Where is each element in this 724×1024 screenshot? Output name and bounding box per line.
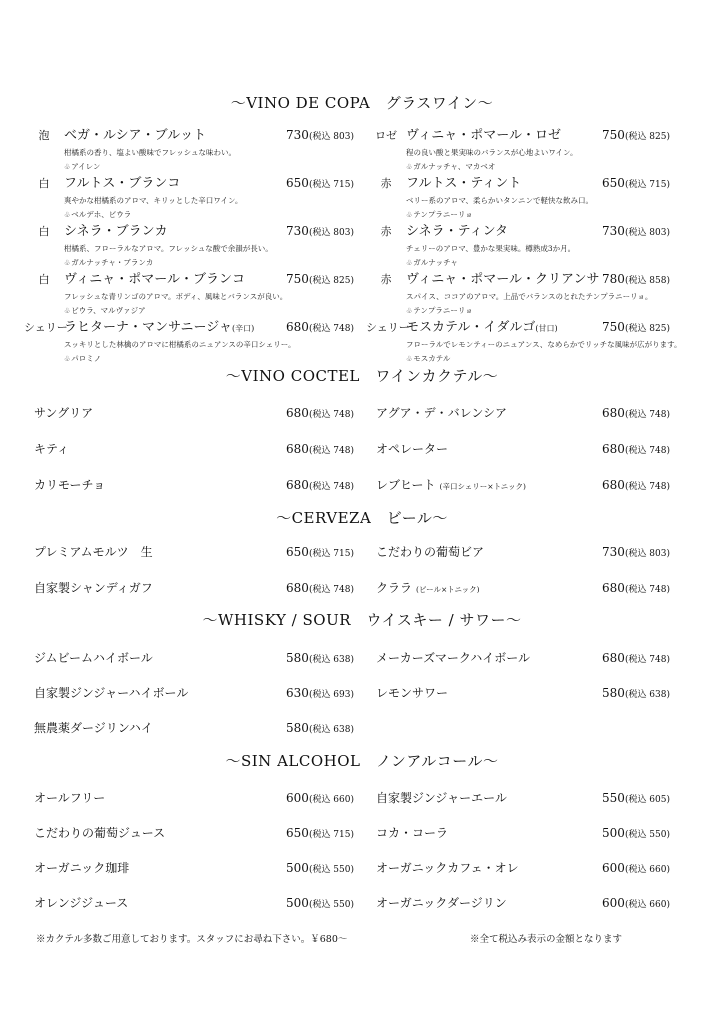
wine-price-value: 730 — [286, 224, 309, 238]
wine-description: 程の良い酸と果実味のバランスが心地よいワイン。 — [406, 148, 578, 157]
item-name-text: カリモーチョ — [34, 478, 106, 492]
item-name-text: 無農薬ダージリンハイ — [34, 721, 153, 735]
item-name-text: クララ — [376, 581, 413, 595]
item-price — [286, 406, 354, 420]
item-price-tax: (税込 660) — [624, 900, 670, 910]
menu-item — [34, 894, 354, 911]
item-price-tax: (税込 748) — [624, 446, 670, 456]
wine-price-value: 750 — [602, 320, 625, 334]
wine-name — [64, 316, 286, 335]
item-name — [34, 440, 286, 457]
item-name-note: (辛口シェリー×トニック) — [439, 482, 526, 491]
wine-price — [602, 272, 670, 286]
grape-icon: ♧ — [406, 211, 413, 219]
wine-grape — [64, 353, 354, 364]
item-price-tax: (税込 638) — [624, 690, 670, 700]
wine-entry — [366, 124, 670, 172]
wine-grape — [64, 209, 354, 220]
item-price-value: 680 — [286, 442, 309, 456]
wine-name — [406, 124, 602, 143]
wine-grape — [406, 305, 670, 316]
wine-price-tax: (税込 803) — [624, 228, 670, 238]
item-price-tax: (税込 638) — [308, 655, 354, 665]
wine-price-value: 750 — [602, 128, 625, 142]
wine-price-value: 730 — [602, 224, 625, 238]
item-price-value: 580 — [286, 721, 309, 735]
wine-type-tag: シェリー — [24, 321, 68, 334]
item-name — [34, 894, 286, 911]
wine-name-text: ヴィニャ・ポマール・ロゼ — [406, 128, 561, 143]
item-price-value: 500 — [286, 896, 309, 910]
item-name — [376, 543, 602, 560]
item-price — [602, 686, 670, 700]
wine-description: スッキリとした林檎のアロマに柑橘系のニュアンスの辛口シェリー。 — [64, 340, 296, 349]
grape-icon: ♧ — [406, 307, 413, 315]
wine-entry — [24, 124, 354, 172]
item-price-value: 630 — [286, 686, 309, 700]
item-name — [34, 579, 286, 596]
wine-type-tag: 赤 — [380, 225, 392, 238]
item-name-text: オーガニックダージリン — [376, 896, 507, 910]
item-price — [602, 896, 670, 910]
item-name-text: コカ・コーラ — [376, 826, 449, 840]
wine-price-value: 650 — [602, 176, 625, 190]
wine-name-text: ベガ・ルシア・ブルット — [64, 128, 207, 143]
item-price-tax: (税込 748) — [308, 482, 354, 492]
wine-grape — [64, 305, 354, 316]
grape-icon: ♧ — [64, 307, 71, 315]
item-price-tax: (税込 550) — [308, 900, 354, 910]
item-name-text: オーガニックカフェ・オレ — [376, 861, 519, 875]
item-price-tax: (税込 748) — [624, 410, 670, 420]
item-price-value: 600 — [602, 896, 625, 910]
wine-entry — [24, 268, 354, 316]
item-name-text: キティ — [34, 442, 70, 456]
wine-type-tag: 赤 — [380, 273, 392, 286]
item-name — [34, 859, 286, 876]
item-price — [602, 478, 670, 492]
item-price-value: 500 — [602, 826, 625, 840]
wine-row — [366, 316, 670, 335]
item-name — [376, 894, 602, 911]
wine-name-text: ヴィニャ・ポマール・ブランコ — [64, 272, 245, 287]
wine-grape-text: ガルナッチャ、マカベオ — [413, 162, 496, 171]
wine-name — [64, 268, 286, 287]
wine-price-value: 680 — [286, 320, 309, 334]
wine-type-tag: 泡 — [38, 129, 50, 142]
wine-description: ベリー系のアロマ、柔らかいタンニンで軽快な飲み口。 — [406, 196, 594, 205]
item-price-tax: (税込 605) — [624, 795, 670, 805]
wine-row — [24, 220, 354, 239]
wine-description: スパイス、ココアのアロマ。上品でバランスのとれたテンプラニーリョ。 — [406, 292, 653, 301]
item-price-tax: (税込 748) — [308, 446, 354, 456]
item-price-value: 580 — [602, 686, 625, 700]
wine-grape — [406, 161, 670, 172]
wine-grape-text: テンプラニーリョ — [413, 306, 473, 315]
wine-name — [64, 124, 286, 143]
item-price — [286, 442, 354, 456]
item-price-value: 680 — [602, 478, 625, 492]
wine-name-text: フルトス・ティント — [406, 176, 522, 191]
wine-grape-text: テンプラニーリョ — [413, 210, 473, 219]
wine-price-tax: (税込 825) — [624, 132, 670, 142]
menu-item — [376, 859, 670, 876]
item-price-tax: (税込 748) — [308, 410, 354, 420]
wine-price-value: 650 — [286, 176, 309, 190]
wine-price — [602, 320, 670, 334]
wine-price-tax: (税込 825) — [308, 276, 354, 286]
item-price-tax: (税込 660) — [308, 795, 354, 805]
item-name — [376, 404, 602, 421]
item-name — [376, 440, 602, 457]
item-name-note: (ビール×トニック) — [416, 585, 480, 594]
item-price-value: 730 — [602, 545, 625, 559]
item-price-tax: (税込 715) — [308, 549, 354, 559]
wine-price — [286, 176, 354, 190]
wine-description: チェリーのアロマ、豊かな果実味。樽熟成3か月。 — [406, 244, 576, 253]
item-price-value: 680 — [286, 478, 309, 492]
wine-grape-text: ガルナッチャ — [413, 258, 458, 267]
wine-type-tag: ロゼ — [375, 129, 397, 142]
wine-entry — [366, 268, 670, 316]
wine-price — [602, 128, 670, 142]
item-name — [34, 649, 286, 666]
item-name-text: サングリア — [34, 406, 94, 420]
item-name-text: レモンサワー — [376, 686, 449, 700]
item-price — [286, 478, 354, 492]
section-title-beer: ～CERVEZA ビール～ — [276, 509, 448, 527]
item-price — [602, 826, 670, 840]
wine-price-tax: (税込 715) — [624, 180, 670, 190]
item-price-value: 650 — [286, 545, 309, 559]
item-price-tax: (税込 715) — [308, 830, 354, 840]
wine-price-tax: (税込 803) — [308, 228, 354, 238]
item-price — [602, 545, 670, 559]
menu-item — [376, 894, 670, 911]
item-name — [34, 719, 286, 736]
section-title-whisky: ～WHISKY / SOUR ウイスキー / サワー～ — [202, 611, 522, 629]
menu-item — [34, 859, 354, 876]
menu-item — [34, 789, 354, 806]
item-name — [34, 476, 286, 493]
wine-type-tag: 白 — [38, 273, 50, 286]
section-title-cocktail: ～VINO COCTEL ワインカクテル～ — [225, 367, 499, 385]
item-name-text: こだわりの葡萄ジュース — [34, 826, 166, 840]
item-price-value: 600 — [602, 861, 625, 875]
menu-item — [34, 649, 354, 666]
grape-icon: ♧ — [406, 259, 413, 267]
item-name-text: オーガニック珈琲 — [34, 861, 130, 875]
item-price-tax: (税込 748) — [624, 585, 670, 595]
item-name-text: メーカーズマークハイボール — [376, 651, 530, 665]
item-price-tax: (税込 693) — [308, 690, 354, 700]
item-name-text: オレンジジュース — [34, 896, 129, 910]
item-name-text: こだわりの葡萄ビア — [376, 545, 485, 559]
item-price-tax: (税込 748) — [308, 585, 354, 595]
item-name — [34, 824, 286, 841]
item-name-text: オペレーター — [376, 442, 449, 456]
item-price — [286, 861, 354, 875]
wine-description: 柑橘系の香り、塩よい酸味でフレッシュな味わい。 — [64, 148, 236, 157]
wine-grape — [406, 257, 670, 268]
wine-price-value: 750 — [286, 272, 309, 286]
item-name — [376, 789, 602, 806]
wine-grape — [64, 257, 354, 268]
tax-note: ※全て税込み表示の金額となります — [470, 934, 623, 945]
wine-row — [366, 268, 670, 287]
menu-item — [34, 824, 354, 841]
item-name — [34, 789, 286, 806]
menu-item — [376, 440, 670, 457]
wine-description: フレッシュな青リンゴのアロマ。ボディ、風味とバランスが良い。 — [64, 292, 288, 301]
wine-entry — [24, 220, 354, 268]
wine-name-text: シネラ・ブランカ — [64, 224, 168, 239]
grape-icon: ♧ — [64, 163, 71, 171]
item-name-text: プレミアムモルツ 生 — [34, 545, 153, 559]
item-price — [602, 442, 670, 456]
item-price-value: 680 — [602, 442, 625, 456]
wine-grape-text: パロミノ — [71, 354, 102, 363]
wine-row — [366, 220, 670, 239]
wine-entry — [366, 316, 682, 364]
wine-type-tag: 赤 — [380, 177, 392, 190]
wine-price-tax: (税込 715) — [308, 180, 354, 190]
menu-item — [376, 824, 670, 841]
grape-icon: ♧ — [64, 355, 71, 363]
item-price-value: 500 — [286, 861, 309, 875]
wine-name-text: ラヒターナ・マンサニージャ — [64, 320, 232, 335]
section-title-non-alcohol: ～SIN ALCOHOL ノンアルコール～ — [225, 752, 499, 770]
wine-name — [406, 172, 602, 191]
item-name-text: ジムビームハイボール — [34, 651, 153, 665]
grape-icon: ♧ — [406, 355, 413, 363]
wine-name-text: フルトス・ブランコ — [64, 176, 181, 191]
wine-type-tag: シェリー — [366, 321, 410, 334]
wine-name — [406, 220, 602, 239]
cocktail-note: ※カクテル多数ご用意しております。スタッフにお尋ね下さい。￥680～ — [36, 934, 348, 945]
wine-name — [406, 268, 602, 287]
wine-name-note: (辛口) — [231, 324, 255, 333]
item-price — [602, 406, 670, 420]
wine-entry — [366, 220, 670, 268]
item-name — [34, 404, 286, 421]
wine-grape-text: アイレン — [71, 162, 101, 171]
wine-row — [24, 124, 354, 143]
wine-name-text: モスカテル・イダルゴ — [406, 320, 536, 335]
wine-entry — [366, 172, 670, 220]
item-price — [286, 651, 354, 665]
wine-price — [286, 128, 354, 142]
item-name-text: オールフリー — [34, 791, 106, 805]
wine-name — [406, 316, 602, 335]
wine-description: 柑橘系、フローラルなアロマ。フレッシュな酸で余韻が長い。 — [64, 244, 273, 253]
item-price — [286, 686, 354, 700]
item-price-value: 680 — [286, 406, 309, 420]
wine-entry — [24, 172, 354, 220]
item-name-text: レブヒート — [376, 478, 436, 492]
menu-item — [376, 789, 670, 806]
menu-item — [34, 579, 354, 596]
item-price-tax: (税込 803) — [624, 549, 670, 559]
item-name — [34, 684, 286, 701]
menu-item — [34, 543, 354, 560]
item-price — [602, 581, 670, 595]
item-price — [286, 826, 354, 840]
item-price — [286, 791, 354, 805]
menu-item — [376, 543, 670, 560]
wine-name — [64, 172, 286, 191]
wine-row — [24, 268, 354, 287]
wine-price-tax: (税込 858) — [624, 276, 670, 286]
wine-grape — [64, 161, 354, 172]
wine-type-tag: 白 — [38, 177, 50, 190]
wine-grape-text: ビウラ、マルヴァジア — [71, 306, 146, 315]
wine-grape — [406, 209, 670, 220]
item-name — [376, 649, 602, 666]
section-title-glass-wine: ～VINO DE COPA グラスワイン～ — [230, 94, 494, 112]
item-price-tax: (税込 660) — [624, 865, 670, 875]
item-price-value: 680 — [602, 406, 625, 420]
wine-grape-text: モスカテル — [413, 354, 451, 363]
menu-item — [34, 404, 354, 421]
wine-grape-text: ガルナッチャ・ブランカ — [71, 258, 154, 267]
wine-price-value: 730 — [286, 128, 309, 142]
menu-item — [376, 579, 670, 596]
item-price-value: 580 — [286, 651, 309, 665]
item-price-tax: (税込 550) — [308, 865, 354, 875]
item-name — [376, 824, 602, 841]
wine-name — [64, 220, 286, 239]
wine-description: 爽やかな柑橘系のアロマ、キリッとした辛口ワイン。 — [64, 196, 243, 205]
wine-price-tax: (税込 803) — [308, 132, 354, 142]
wine-name-text: ヴィニャ・ポマール・クリアンサ — [406, 272, 600, 287]
item-name — [376, 859, 602, 876]
item-price — [602, 651, 670, 665]
wine-type-tag: 白 — [38, 225, 50, 238]
item-price-tax: (税込 748) — [624, 482, 670, 492]
grape-icon: ♧ — [406, 163, 413, 171]
menu-item — [376, 684, 670, 701]
wine-price — [602, 224, 670, 238]
menu-item — [34, 440, 354, 457]
item-name-text: 自家製ジンジャーエール — [376, 791, 507, 805]
grape-icon: ♧ — [64, 211, 71, 219]
wine-price — [286, 320, 354, 334]
wine-row — [366, 124, 670, 143]
item-price-value: 680 — [602, 651, 625, 665]
menu-item — [376, 649, 670, 666]
item-name — [376, 684, 602, 701]
menu-item — [376, 476, 670, 493]
wine-price-tax: (税込 825) — [624, 324, 670, 334]
item-price-tax: (税込 638) — [308, 725, 354, 735]
wine-grape-text: ベルデホ、ビウラ — [71, 210, 132, 219]
wine-price-value: 780 — [602, 272, 625, 286]
wine-name-text: シネラ・ティンタ — [406, 224, 509, 239]
wine-price-tax: (税込 748) — [308, 324, 354, 334]
item-name — [376, 579, 602, 596]
item-price — [286, 721, 354, 735]
wine-description: フローラルでレモンティーのニュアンス、なめらかでリッチな風味が広がります。 — [406, 340, 682, 349]
grape-icon: ♧ — [64, 259, 71, 267]
item-price-value: 680 — [286, 581, 309, 595]
item-price-value: 680 — [602, 581, 625, 595]
wine-price — [286, 272, 354, 286]
menu-item — [34, 684, 354, 701]
item-price-tax: (税込 550) — [624, 830, 670, 840]
item-name — [34, 543, 286, 560]
wine-entry — [24, 316, 354, 364]
item-name-text: 自家製シャンディガフ — [34, 581, 153, 595]
wine-row — [366, 172, 670, 191]
wine-row — [24, 316, 354, 335]
item-price — [286, 896, 354, 910]
item-price-tax: (税込 748) — [624, 655, 670, 665]
item-price — [286, 581, 354, 595]
wine-price — [602, 176, 670, 190]
item-name-text: アグア・デ・バレンシア — [376, 406, 508, 420]
item-price-value: 600 — [286, 791, 309, 805]
item-price — [602, 791, 670, 805]
item-price-value: 650 — [286, 826, 309, 840]
wine-row — [24, 172, 354, 191]
menu-item — [376, 404, 670, 421]
menu-item — [34, 476, 354, 493]
item-price — [602, 861, 670, 875]
wine-grape — [406, 353, 670, 364]
wine-name-note: (甘口) — [535, 324, 558, 333]
item-price-value: 550 — [602, 791, 625, 805]
item-name — [376, 476, 602, 493]
item-name-text: 自家製ジンジャーハイボール — [34, 686, 189, 700]
item-price — [286, 545, 354, 559]
menu-item — [34, 719, 354, 736]
wine-price — [286, 224, 354, 238]
